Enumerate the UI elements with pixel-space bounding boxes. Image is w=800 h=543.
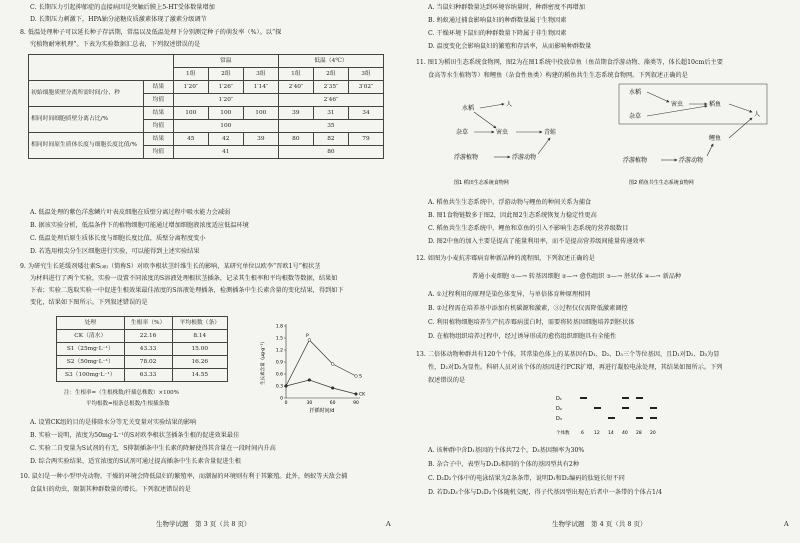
q8-avg-cell: 35 [278,120,383,133]
q8-cell: 31 [313,107,348,120]
y-tick-label: 0.3 [275,384,283,390]
q8-avg-label: 均值 [144,94,174,107]
q8-avg-label: 均值 [144,146,174,159]
flow-arrow-label: ① [511,274,516,280]
q7-option-c: C. 长期压力引起抑郁症的直接病因是突触后膜上5-HT受体数量增加 [30,4,215,11]
gel-band [650,407,657,409]
q9-header: 处理 [57,317,125,330]
q8-row-label: 相同时间细胞质壁分离占比/% [29,107,144,133]
q8-cell: 39 [278,107,313,120]
q8-cell: 100 [243,107,278,120]
page-footer: 生物学试题 第 3 页（共 8 页） [156,520,251,528]
gel-count: 40 [622,431,628,436]
gel-count: 12 [594,431,600,436]
q9-cell: CK（清水） [57,330,125,343]
q9-cell: 63.33 [124,369,172,382]
q8-cell: 1′20″ [173,81,208,94]
series-label: CK [359,392,366,398]
gel-band [650,417,657,419]
q8-cell: 1′26″ [208,81,243,94]
gel-label-d3: D₃ [556,416,562,422]
gel-count: 28 [636,431,642,436]
data-point [355,375,358,378]
q8-avg-cell: 100 [173,120,278,133]
node-zooplankton: 浮游动物 [512,154,537,161]
q8-table [28,54,384,159]
q13-gel-diagram [554,388,664,440]
q8-avg-cell: 41 [173,146,278,159]
q8-header-normal: 常温 [173,55,278,68]
series-line-ck [286,380,356,394]
gel-x-label: 个体数 [556,431,570,436]
data-point [331,363,334,366]
flow-arrow-label: ④ [644,274,650,280]
y-tick-label: 0 [280,396,283,402]
q8-avg-cell: 80 [278,146,383,159]
q8-cell: 45 [173,133,208,146]
q9-cell: S1（25mg·L⁻¹） [57,343,125,356]
q8-result-label: 结果 [144,81,174,94]
gel-count: 6 [581,431,584,436]
q8-header-low: 低温（4℃） [278,55,383,68]
q8-avg-cell: 2′46″ [278,94,383,107]
x-tick-label: 90 [353,401,359,406]
x-axis-label: 扦插时间/d [309,408,335,414]
gel-count: 14 [608,431,614,436]
gel-band [622,397,629,399]
q13-option-b: B. 杂合子中，表型与D₁D₂相同的个体的基因型共有2种 [428,461,580,468]
q9-cell: S3（100mg·L⁻¹） [57,369,125,382]
q12-option-a: A. ①过程利用的原理是染色体变异，与单倍体育种原理相同 [428,291,591,298]
q9-note-2: 平均根数=根条总根数/生根插条数 [86,401,170,407]
gel-band [608,417,615,419]
flow-step: 胚状体 [624,273,643,280]
flow-step: 愈伤组织 [579,273,605,280]
y-tick-label: 1.5 [275,336,283,342]
q9-stem-1: 9. 为研究生长延缓剂矮壮素S₍₃ᵦ₎（简称S）对欧李根状茎纤维生长的影响，某研究单位以欧李“晋欧1号”根状茎 [20,263,321,270]
q9-option-c: C. 实验二自变量为S试剂的有无，S抑制插条中生长素的降解使得其含量在一段时间内升高 [30,445,276,452]
x-tick-label: 30 [306,401,313,406]
y-tick-label: 0.9 [275,360,283,366]
q8-option-b: B. 据该实验分析，低温条件下的植物细胞可能通过增加细胞液浓度适应低温环境 [30,222,249,229]
y-axis-label: 生长素含量（μg·g⁻¹） [261,339,266,385]
fig1-caption: 图1 稻田生态系统食物网 [454,180,509,186]
q8-col: 3组 [348,68,383,81]
node-phytoplankton: 浮游植物 [454,154,479,161]
q13-stem-3: 叙述错误的是 [428,377,466,384]
q8-col: 2组 [208,68,243,81]
q10-stem-1: 10. 鼠妇是一种小型甲壳动物。干燥的环境会降低鼠妇的繁殖率，而潮湿的环境则有利于其繁殖。此外，蚂蚁等天敌会捕 [20,473,348,480]
q8-result-label: 结果 [144,133,174,146]
node-grass-carp: 稻鱼 [709,101,722,108]
gel-band [636,417,643,419]
q9-line-chart [258,318,368,416]
q8-option-c: C. 低温处理后原生质体长度与细胞长度比值，质壁分离程度变小 [30,235,206,242]
q8-cell: 80 [278,133,313,146]
q8-col: 1组 [173,68,208,81]
q9-stem-3: 下表；实验二选取实验一中促进生根效果最佳浓度的S溶液处理插条，检测插条中生长素含量的变化结果，得到如下 [30,287,344,294]
q8-cell: 3′02″ [348,81,383,94]
q11-stem-2: 食高等水生植物等）和鲤鱼（杂食性鱼类）构建的稻鱼共生生态系统食物网。下列叙述正确的是 [428,72,688,79]
q10-option-b: B. 蚂蚁通过捕食影响鼠妇的种群数量属于生物因素 [428,17,567,24]
paper-version-mark: A [386,520,391,528]
q13-stem-2: 性，D₂对D₃为显性。科研人员对该个体的基因进行PCR扩增，再进行凝胶电泳处理，其结果如图所示。下列 [428,364,723,371]
node-weed: 杂草 [456,129,469,136]
gel-band [580,397,587,399]
fig2-caption: 图2 稻鱼共生生态系统食物网 [629,180,694,186]
q12-option-d: D. 在植物组织培养过程中，经过诱导形成的愈伤组织细胞具有全能性 [428,333,617,340]
q7-option-d: D. 长期压力刺激下，HPA轴分泌糖皮质激素体现了激素分级调节 [30,16,207,23]
q11-stem-1: 11. 图1为稻田生态系统食物网，图2为在图1系统中投放草鱼（鱼苗期食浮游动物、藻类等，体长超10cm后主要 [416,59,723,66]
fig2-food-web [609,80,779,194]
q10-option-d: D. 温度变化会影响鼠妇的繁殖和存活率，从而影响种群数量 [428,43,592,50]
data-point [285,385,288,388]
q8-cell: 100 [173,107,208,120]
q12-option-b: B. ②过程需在培养基中添加有机碳源和激素，③过程仅仅需降低激素调控 [428,305,628,312]
q10-stem-2: 食鼠妇的幼虫，限制其种群数量的增长。下列叙述错误的是 [30,486,191,493]
flow-step: 转基因细胞 [528,273,560,280]
q8-cell: 2′40″ [278,81,313,94]
fig1-food-web [434,84,594,194]
flow-step: 普通小麦细胞 [472,273,510,280]
gel-label-d1: D₁ [556,396,562,402]
data-point [308,339,311,342]
gel-count: 20 [650,431,656,436]
page-footer: 生物学试题 第 4 页（共 8 页） [552,520,647,528]
data-point [331,387,334,390]
x-tick-label: 60 [329,401,336,406]
q8-stem-2: 究植物耐寒机理”。下表为实验数据汇总表，下列叙述错误的是 [30,41,201,48]
node-carp: 鲤鱼 [709,135,722,142]
q9-cell: S2（50mg·L⁻¹） [57,356,125,369]
q13-option-c: C. D₂D₂个体中的电泳结果为2条条带，说明D₁和D₂编码的肽链长短不同 [428,475,625,482]
series-line-s [286,340,356,386]
flow-arrow-label: ③ [606,274,611,280]
q13-stem-1: 13. 二倍体动物种群共有120个个体，其常染色体上的某基因有D₁、D₂、D₃三个等位基因，且D₁对D₂、D₃为显 [416,351,720,358]
q8-cell: 1′14″ [243,81,278,94]
node-pest: 害虫 [496,129,509,136]
q8-stem-1: 8. 低温处理种子可以延长种子存活期，常温以及低温处理下分别测定种子的萌发率（%）。以“探 [20,29,282,36]
node-pest: 害虫 [671,101,684,108]
q10-option-c: C. 干燥环境下鼠妇的种群数量下降属于非生物因素 [428,30,567,37]
y-tick-label: 1.8 [275,324,283,330]
node-frog: 青蛙 [544,129,557,136]
q9-option-d: D. 综合两实验结果，适宜浓度的S试剂可通过提高插条中生长素含量促进生根 [30,458,241,465]
q9-header: 生根率（%） [124,317,172,330]
series-label: S [359,374,362,380]
data-point [308,379,311,382]
q13-option-d: D. 若D₂D₃个体与D₂D₃个体随机交配，得子代基因型出现在后者中一条带的个体占1/4 [428,489,663,496]
q9-table [56,316,228,382]
paper-version-mark: A [784,520,789,528]
gel-band [636,397,643,399]
q9-stem-4: 变化，结果如下图所示。下列叙述错误的是 [30,299,148,306]
q8-avg-cell: 1′20″ [173,94,278,107]
q12-option-c: C. 利用植物细胞培养生产抗赤霉病蛋白时，需要将转基因细胞培养到胚状体 [428,319,635,326]
q8-col: 2组 [313,68,348,81]
q11-option-b: B. 图1食物链数多于图2，因此图2生态系统恢复力稳定性更高 [428,212,597,219]
node-weed: 杂草 [629,113,642,120]
q8-cell: 2′35″ [313,81,348,94]
q8-col: 1组 [278,68,313,81]
q9-cell: 15.00 [172,343,227,356]
q8-cell: 79 [348,133,383,146]
q8-result-label: 结果 [144,107,174,120]
flow-arrow-label: ② [561,274,567,280]
q13-option-a: A. 该种群中含D₁基因的个体共72个，D₃基因频率为30% [428,447,585,454]
q8-cell: 100 [208,107,243,120]
y-tick-label: 0.6 [275,372,283,378]
q8-cell: 34 [348,107,383,120]
q12-flow: 普通小麦细胞 ①—→ 转基因细胞 ②—→ 愈伤组织 ③—→ 胚状体 ④—→ 新品种 [472,273,682,280]
q8-avg-label: 均值 [144,120,174,133]
gel-band [622,407,629,409]
q9-cell: 16.26 [172,356,227,369]
node-rice: 水稻 [462,105,475,112]
page-4 [404,0,796,543]
q8-option-d: D. 若选用根尖分生区细胞进行实验，可以能得到上述实验结果 [30,248,200,255]
q8-cell: 42 [208,133,243,146]
page-3 [6,0,398,543]
x-tick-label: 0 [284,401,288,406]
q9-cell: 8.14 [172,330,227,343]
gel-label-d2: D₂ [556,406,562,412]
q9-header: 平均根数（条） [172,317,227,330]
node-human: 人 [754,111,761,118]
q9-option-b: B. 实验一说明，浓度为50mg·L⁻¹的S对欧李根状茎插条生根的促进效果最佳 [30,432,240,439]
q9-note-1: 注：生根率=（生根株数/扦插总株数）×100% [64,390,179,396]
q9-cell: 22.16 [124,330,172,343]
q8-option-a: A. 低温处理的紫色洋葱鳞片叶表皮细胞在质壁分离过程中吸水能力会减弱 [30,209,231,216]
y-tick-label: 1.2 [275,348,283,354]
q10-option-a: A. 当鼠妇种群数量达到环境容纳量时，种群密度不再增加 [428,4,585,11]
q8-row-label: 相同时间原生质体长度与细胞长度比值/% [29,133,144,159]
q8-cell: 39 [243,133,278,146]
peak-marker-label: P [305,334,309,339]
node-rice: 水稻 [629,89,642,96]
q11-option-a: A. 稻鱼共生生态系统中，浮游动物与鲤鱼的种间关系为捕食 [428,199,592,206]
q11-option-c: C. 稻鱼共生生态系统中，鲤鱼和草鱼的引入不影响生态系统的营养级数目 [428,225,629,232]
q8-row-label: 初始细胞质壁分离所需时间/分、秒 [29,81,144,107]
q8-cell: 82 [313,133,348,146]
q9-cell: 14.55 [172,369,227,382]
gel-band [594,407,601,409]
data-point [355,393,358,396]
q11-option-d: D. 图2中鱼的加入主要是提高了能量利用率，而不是提高营养级间能量传递效率 [428,238,645,245]
q9-cell: 78.02 [124,356,172,369]
node-zooplankton: 浮游动物 [679,157,704,164]
q9-stem-2: 为材料进行了两个实验，实验一设置不同浓度的S溶液处理根状茎插条，记录其生根率和平均根数等数据，结果如 [30,275,338,282]
q9-option-a: A. 设置CK组的目的是排除水分等无关变量对实验结果的影响 [30,419,197,426]
q12-stem: 12. 如图为小麦抗赤霉病育种新品种的流程图，下列叙述正确的是 [416,255,595,262]
flow-step: 新品种 [662,273,682,280]
q9-cell: 43.33 [124,343,172,356]
node-human: 人 [506,101,513,108]
q8-col: 3组 [243,68,278,81]
node-phytoplankton: 浮游植物 [623,157,648,164]
